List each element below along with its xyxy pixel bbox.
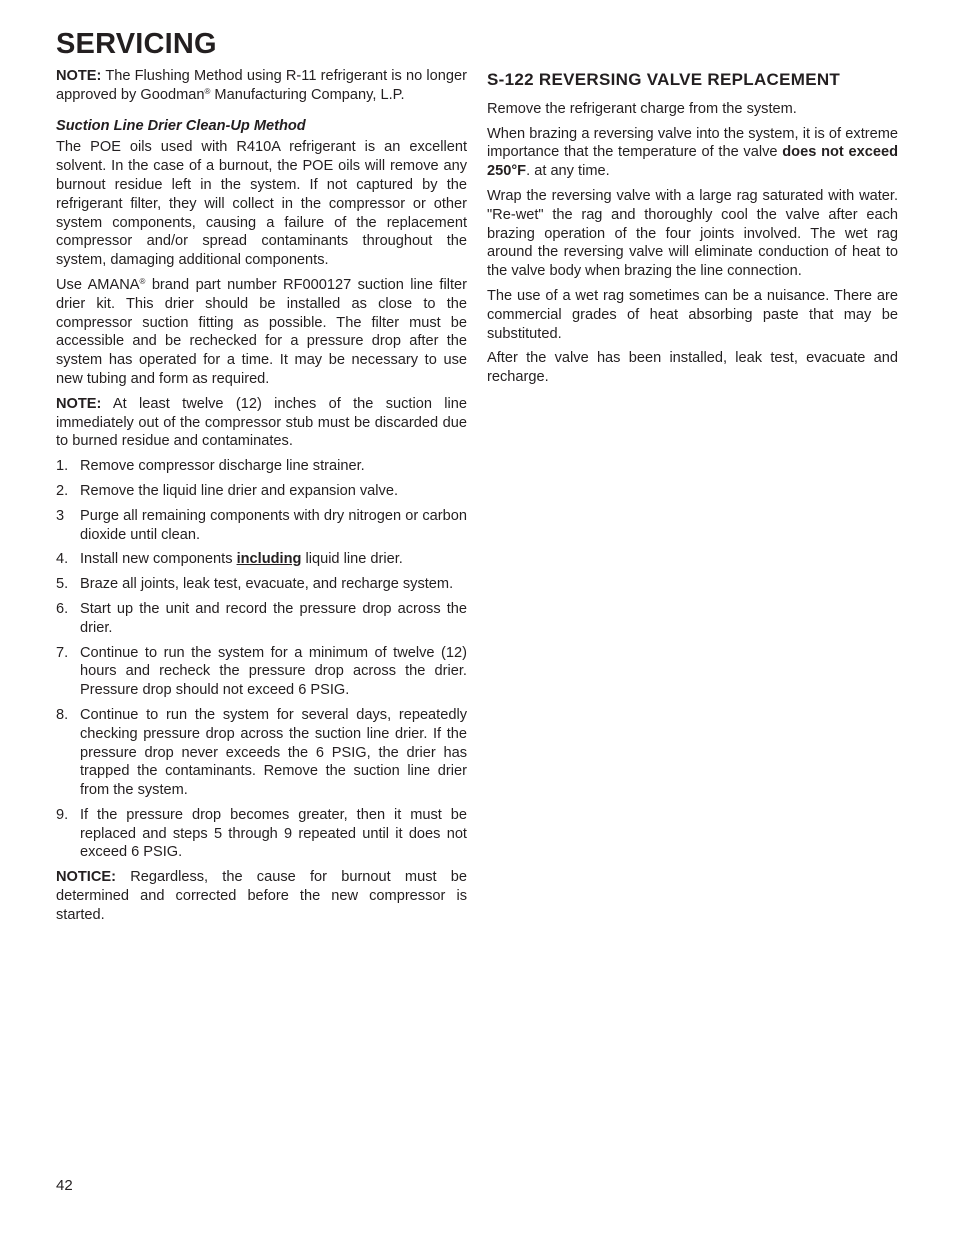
right-column	[487, 67, 898, 393]
step-number: 2.	[56, 482, 69, 499]
registered-mark: ®	[204, 86, 211, 96]
step-text: If the pressure drop becomes greater, then it must be replaced and steps 5 through 9 repeated until it does not exceed 6 PSIG.	[80, 806, 467, 861]
note-text: Manufacturing Company, L.P.	[210, 86, 405, 103]
cleanup-steps-list	[56, 457, 467, 862]
suction-drier-subheading: Suction Line Drier Clean-Up Method	[56, 117, 306, 134]
list-item	[56, 550, 467, 569]
step-text	[80, 550, 467, 569]
brazing-paragraph	[487, 125, 898, 181]
list-item	[56, 457, 467, 476]
list-item	[56, 706, 467, 800]
step-text: Braze all joints, leak test, evacuate, and recharge system.	[80, 576, 454, 593]
list-item	[56, 507, 467, 545]
paragraph-text: brand part number RF000127 suction line filter drier kit. This drier should be installed as close to the compressor suction fitting as possible. The filter must be accessible and be rechecked for a pressure drop after the system has operated for a time. It may be necessary to use new tubing and form as required.	[56, 276, 468, 387]
step-number: 5.	[56, 576, 69, 593]
step-number: 7.	[56, 644, 69, 661]
step-number: 6.	[56, 600, 69, 617]
step-text: Remove compressor discharge line strainer.	[80, 458, 365, 475]
temperature-warning: does not exceed 250°F	[487, 144, 899, 180]
paragraph-text: When brazing a reversing valve into the system, it is of extreme importance that the temperature of the valve	[487, 125, 898, 161]
suction-line-note	[56, 395, 467, 451]
list-item	[56, 644, 467, 700]
paragraph-text: . at any time.	[526, 163, 610, 180]
step-text: Start up the unit and record the pressure drop across the drier.	[80, 600, 467, 636]
step-text-part: Install new components	[80, 551, 237, 568]
list-item	[56, 806, 467, 862]
amana-drier-paragraph	[56, 276, 467, 389]
step-text-part: liquid line drier.	[301, 551, 403, 568]
final-steps-paragraph: After the valve has been installed, leak test, evacuate and recharge.	[487, 350, 898, 386]
step-number: 4.	[56, 551, 69, 568]
flushing-note	[56, 67, 467, 105]
paragraph-text: Use AMANA	[56, 276, 140, 293]
registered-mark: ®	[139, 276, 146, 286]
notice-text: Regardless, the cause for burnout must be determined and corrected before the new compressor is started.	[56, 869, 467, 923]
heat-paste-paragraph: The use of a wet rag sometimes can be a nuisance. There are commercial grades of heat absorbing paste that may be substituted.	[487, 287, 898, 342]
note-label: NOTE:	[56, 395, 102, 412]
step-text: Continue to run the system for a minimum of twelve (12) hours and recheck the pressure drop across the drier. Pressure drop should not exceed 6 PSIG.	[80, 644, 467, 699]
note-label: NOTE:	[56, 68, 102, 84]
step-number: 1.	[56, 458, 69, 475]
list-item	[56, 600, 467, 638]
page-number: 42	[56, 1177, 73, 1194]
emphasis-including: including	[236, 551, 302, 568]
section-heading: S-122 REVERSING VALVE REPLACEMENT	[487, 70, 841, 89]
list-item	[56, 482, 467, 501]
note-text: At least twelve (12) inches of the suction line immediately out of the compressor stub must be discarded due to burned residue and contaminates.	[56, 395, 467, 450]
left-column	[56, 67, 467, 931]
burnout-notice	[56, 868, 467, 924]
note-text: The Flushing Method using R-11 refrigerant is no longer approved by Goodman	[56, 68, 467, 103]
remove-charge-paragraph: Remove the refrigerant charge from the system.	[487, 100, 797, 117]
step-number: 3	[56, 507, 65, 524]
step-text: Continue to run the system for several days, repeatedly checking pressure drop across the suction line drier. If the pressure drop never exceeds the 6 PSIG, the drier has trapped the contaminants. Remove the suction line drier from the system.	[80, 706, 467, 799]
list-item	[56, 575, 467, 594]
wet-rag-paragraph: Wrap the reversing valve with a large rag saturated with water. "Re-wet" the rag and thoroughly cool the valve after each brazing operation of the four joints involved. The wet rag around the reversing valve will eliminate conduction of heat to the valve body when brazing the line connection.	[487, 187, 898, 280]
step-number: 9.	[56, 806, 69, 823]
step-text: Purge all remaining components with dry nitrogen or carbon dioxide until clean.	[80, 507, 467, 543]
poe-oils-paragraph: The POE oils used with R410A refrigerant is an excellent solvent. In the case of a burnout, the POE oils will remove any burnout residue left in the system. If not captured by the refrigerant filter, they will collect in the compressor or other system components, causing a failure of the replacement compressor and/or spread contaminants throughout the system, damaging additional components.	[56, 139, 467, 269]
notice-label: NOTICE:	[56, 869, 116, 886]
page-title: SERVICING	[56, 28, 217, 60]
step-number: 8.	[56, 706, 69, 723]
step-text: Remove the liquid line drier and expansion valve.	[80, 482, 399, 499]
